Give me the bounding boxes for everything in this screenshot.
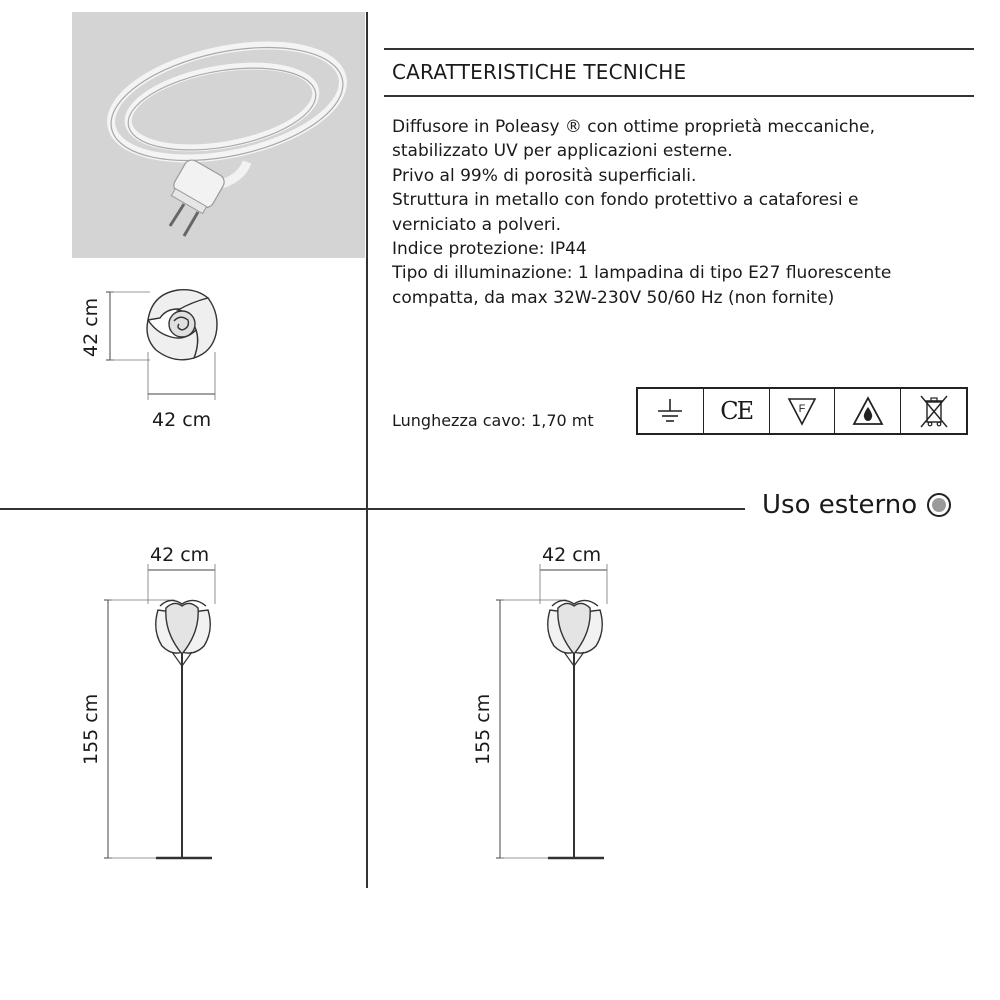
- top-view-height-label: 42 cm: [80, 297, 102, 357]
- ground-icon: [638, 389, 703, 433]
- title-rule-bottom: [384, 95, 974, 97]
- f-mark-text: F: [798, 403, 806, 415]
- certification-icons: [636, 387, 968, 435]
- cable-plug-photo: [72, 12, 365, 258]
- cable-length: Lunghezza cavo: 1,70 mt: [392, 411, 594, 430]
- spec-line: compatta, da max 32W-230V 50/60 Hz (non fornite): [392, 287, 835, 308]
- f-mark-icon: [769, 389, 835, 433]
- spec-line: Privo al 99% di porosità superficiali.: [392, 165, 697, 186]
- ce-mark-icon: [703, 389, 769, 433]
- title-rule-top: [384, 48, 974, 50]
- specs-list: [392, 115, 891, 310]
- usage-label: Uso esterno: [762, 490, 918, 520]
- usage-indicator: [762, 490, 951, 520]
- ce-mark-text: CE: [720, 397, 753, 425]
- lamp-right-height-label: 155 cm: [472, 693, 494, 765]
- top-view-width-label: 42 cm: [152, 409, 212, 431]
- lamp-right-drawing: [472, 560, 672, 890]
- section-title: CARATTERISTICHE TECNICHE: [392, 60, 687, 84]
- vertical-divider: [366, 12, 368, 888]
- spec-line: Indice protezione: IP44: [392, 239, 587, 260]
- outdoor-dot-icon: [927, 493, 951, 517]
- spec-line: verniciato a polveri.: [392, 214, 562, 235]
- lamp-left-drawing: [80, 560, 280, 890]
- weee-bin-icon: [900, 389, 966, 433]
- spec-line: Tipo di illuminazione: 1 lampadina di tipo E27 fluorescente: [392, 263, 892, 284]
- cable-plug-illustration: [72, 12, 365, 258]
- lamp-right-width-label: 42 cm: [542, 544, 602, 566]
- spec-line: stabilizzato UV per applicazioni esterne.: [392, 141, 733, 162]
- ip-drop-icon: [834, 389, 900, 433]
- horizontal-divider: [0, 508, 745, 510]
- lamp-left-width-label: 42 cm: [150, 544, 210, 566]
- spec-line: Struttura in metallo con fondo protettivo a cataforesi e: [392, 190, 859, 211]
- spec-line: Diffusore in Poleasy ® con ottime proprietà meccaniche,: [392, 117, 875, 137]
- lamp-left-height-label: 155 cm: [80, 693, 102, 765]
